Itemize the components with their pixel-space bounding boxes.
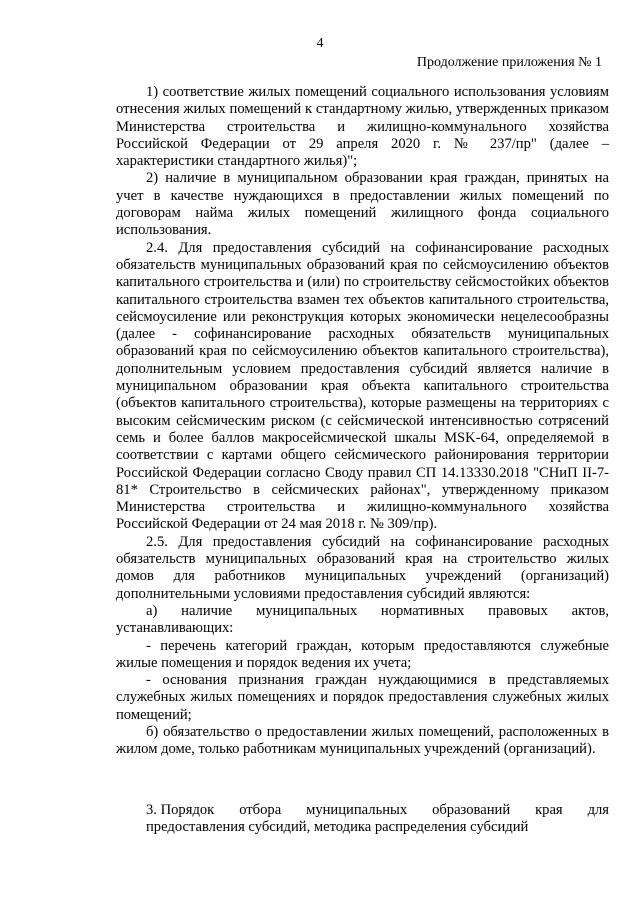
paragraph-list-2: - основания признания граждан нуждающимися в представляемых служебных жилых помещениях и порядок предоставления служебных жилых помещений; bbox=[116, 672, 609, 723]
section-heading-line1 bbox=[146, 802, 609, 819]
heading-word: отбора bbox=[239, 802, 282, 818]
appendix-label: Продолжение приложения № 1 bbox=[416, 55, 602, 70]
heading-word: образований bbox=[432, 802, 511, 818]
page-number: 4 bbox=[316, 36, 324, 51]
paragraph-1: 1) соответствие жилых помещений социального использования условиям отнесения жилых помещений к стандартному жилью, утвержденных приказом Министерства строительства и жилищно-коммунального хозяйства Российской Федерации от 29 апреля 2020 г. № 237/пр" (далее – характеристики стандартного жилья)"; bbox=[116, 84, 609, 170]
paragraph-list-1: - перечень категорий граждан, которым предоставляются служебные жилые помещения и порядок ведения их учета; bbox=[116, 637, 609, 671]
paragraph-a: а) наличие муниципальных нормативных правовых актов, устанавливающих: bbox=[116, 602, 609, 637]
body-text bbox=[116, 84, 609, 759]
paragraph-2: 2) наличие в муниципальном образовании края граждан, принятых на учет в качестве нуждающихся в предоставлении жилых помещений по договорам найма жилых помещений жилищного фонда социального использования. bbox=[116, 170, 609, 239]
heading-word: для bbox=[587, 802, 609, 818]
section-heading-line2: предоставления субсидий, методика распределения субсидий bbox=[146, 818, 529, 835]
paragraph-2-4: 2.4. Для предоставления субсидий на софинансирование расходных обязательств муниципальных образований края по сейсмоусилению объектов капитального строительства и (или) по строительству сейсмостойких объектов капитального строительства взамен тех объектов капитального строительства, сейсмоусиление или реконструкция которых экономически нецелесообразны (далее - софинансирование расходных обязательств муниципальных образований края по сейсмоусилению объектов капитального строительства), дополнительным условием предоставления субсидий является наличие в муниципальном образовании края объекта капитального строительства (объектов капитального строительства), которые размещены на территориях с высоким сейсмическим риском (с сейсмической интенсивностью сотрясений семь и более баллов макросейсмической шкалы MSK-64, определяемой в соответствии с картами общего сейсмического районирования территории Российской Федерации согласно Своду правил СП 14.13330.2018 "СНиП II-7-81* Строительство в сейсмических районах", утвержденному приказом Министерства строительства и жилищно-коммунального хозяйства Российской Федерации от 24 мая 2018 г. № 309/пр). bbox=[116, 239, 609, 533]
heading-word: муниципальных bbox=[306, 802, 408, 818]
paragraph-b: б) обязательство о предоставлении жилых помещений, расположенных в жилом доме, только работникам муниципальных учреждений (организаций). bbox=[116, 723, 609, 758]
heading-word: 3. Порядок bbox=[146, 802, 215, 818]
heading-word: края bbox=[535, 802, 563, 818]
paragraph-2-5: 2.5. Для предоставления субсидий на софинансирование расходных обязательств муниципальных образований края на строительство жилых домов для работников муниципальных учреждений (организаций) дополнительными условиями предоставления субсидий являются: bbox=[116, 533, 609, 602]
section-heading bbox=[146, 802, 609, 835]
